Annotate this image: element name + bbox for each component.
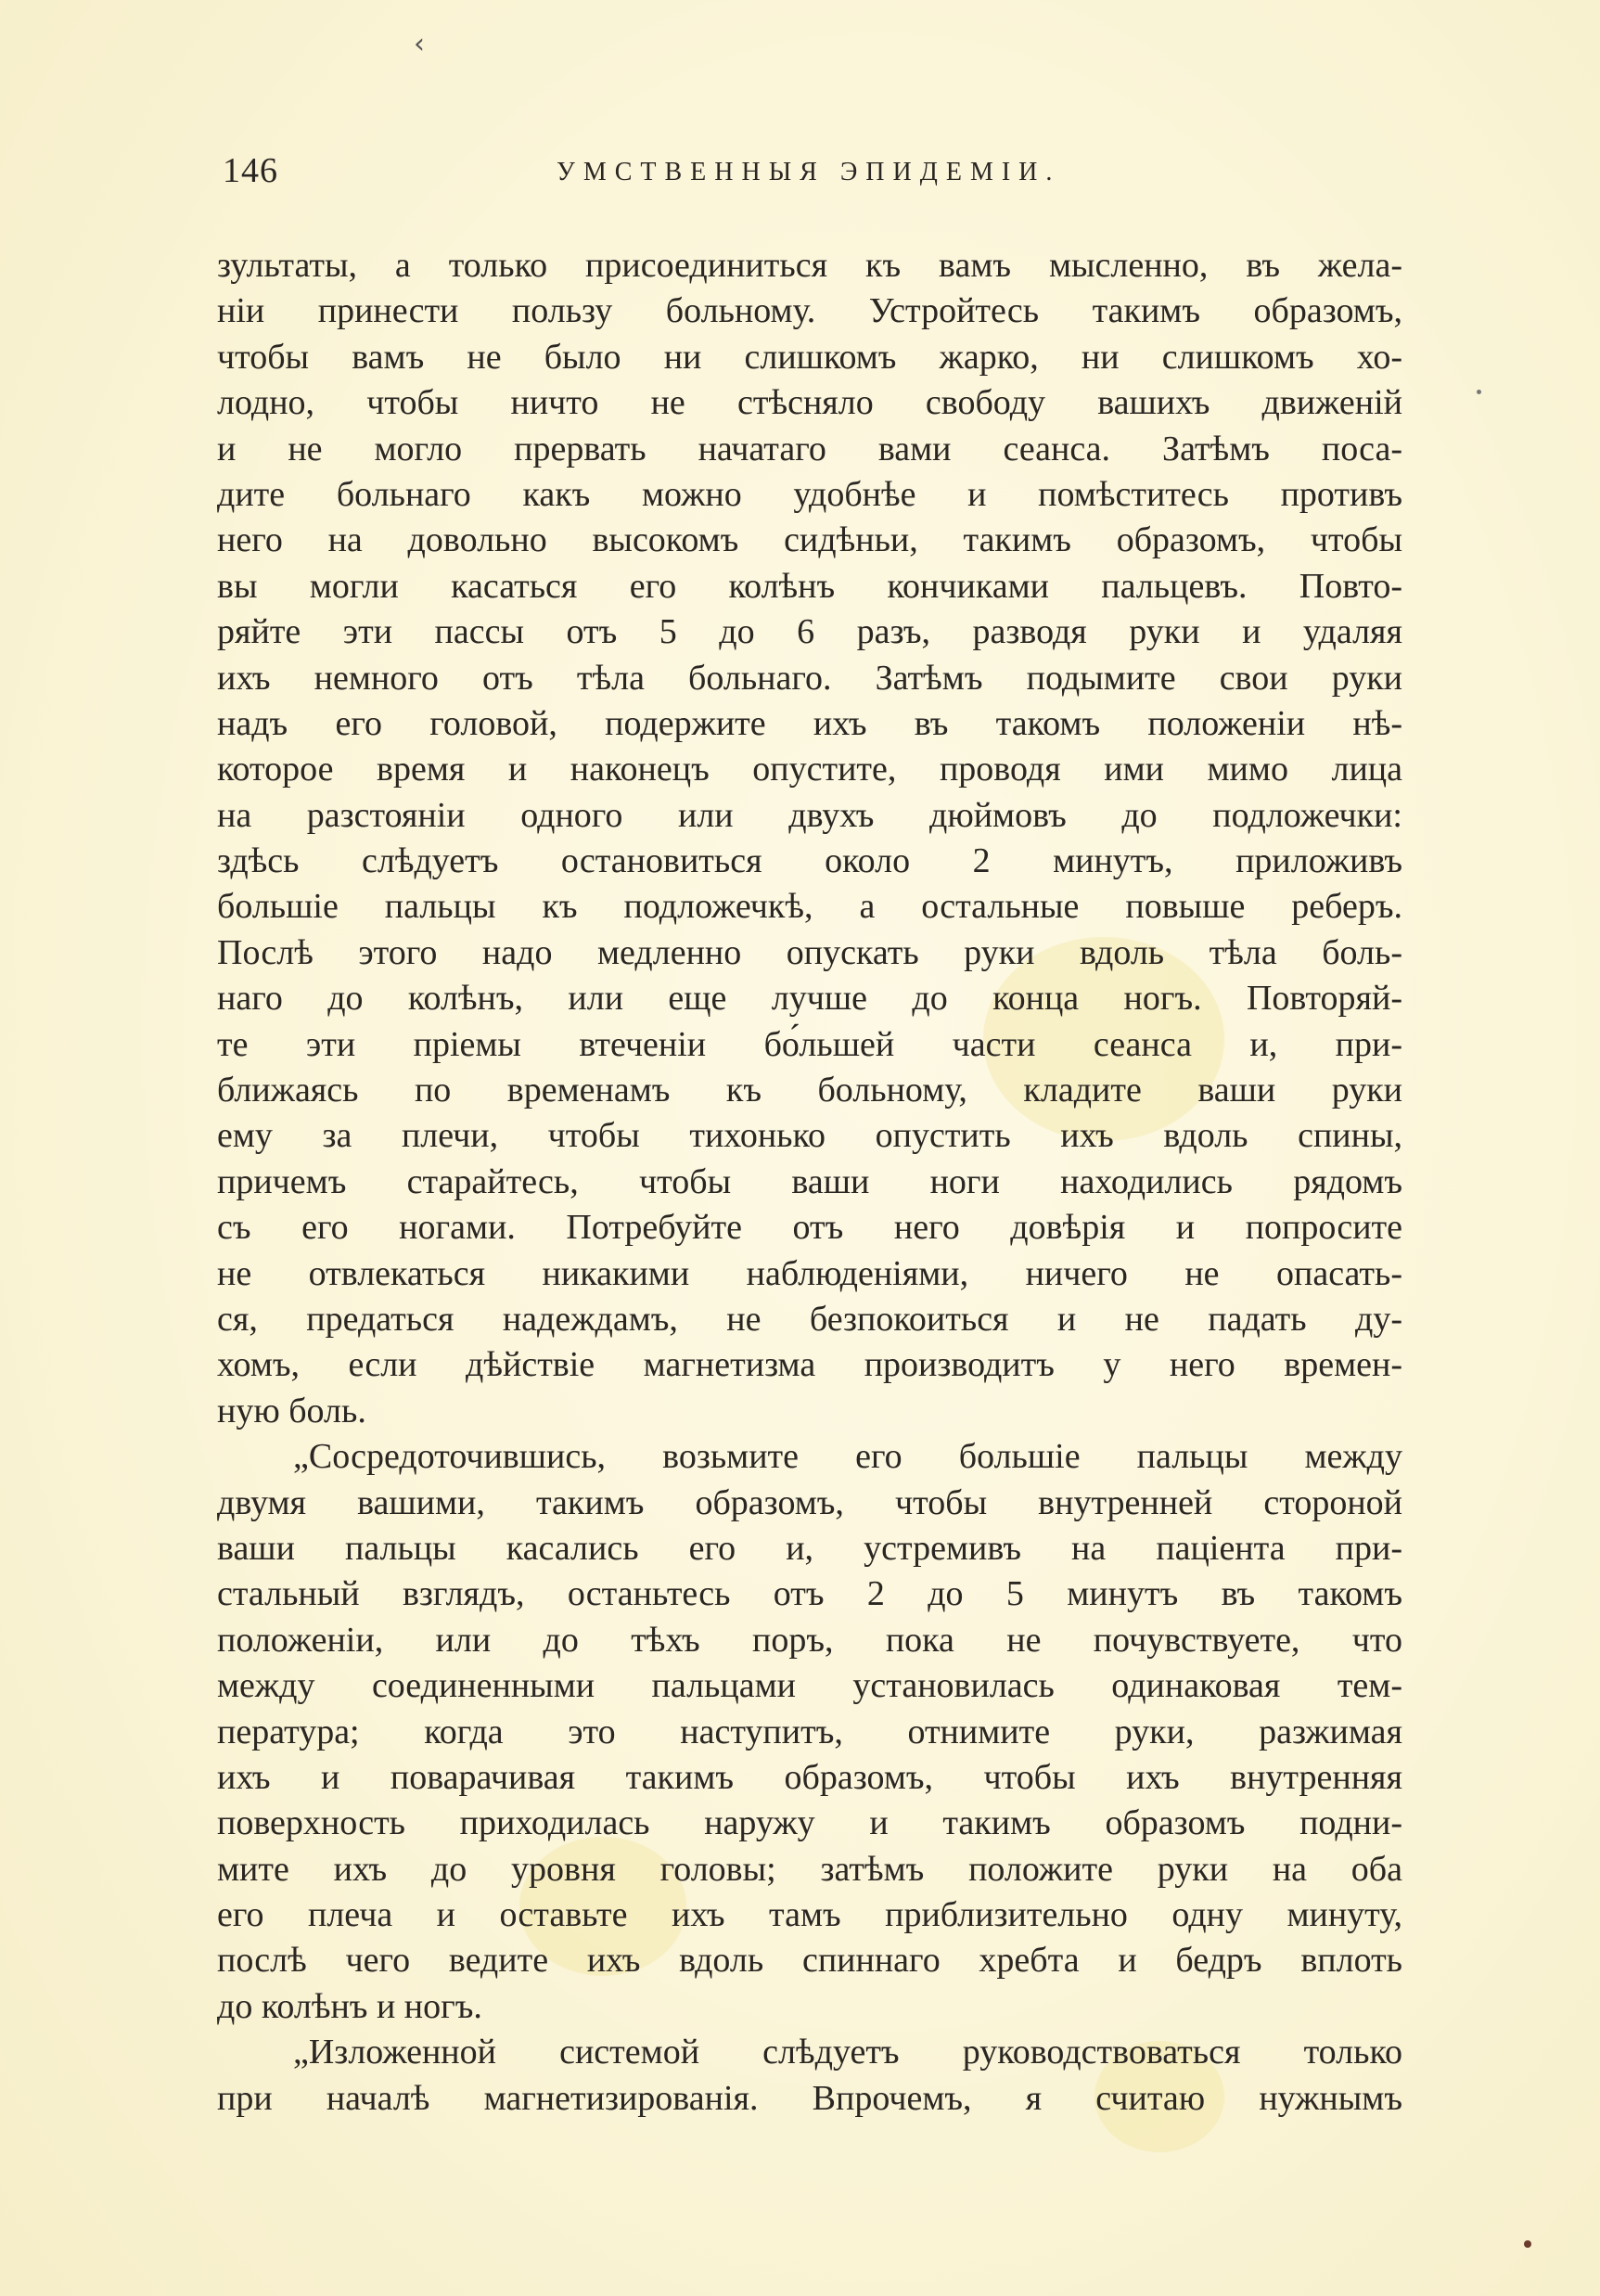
running-title: УМСТВЕННЫЯ ЭПИДЕМІИ.: [557, 158, 1061, 186]
text-line: лодно, чтобы ничто не стѣсняло свободу вашихъ движеній: [217, 383, 1402, 423]
text-line: двумя вашими, такимъ образомъ, чтобы внутренней стороной: [217, 1482, 1402, 1522]
text-line: до колѣнъ и ногъ.: [217, 1986, 482, 2026]
text-line: ряйте эти пассы отъ 5 до 6 разъ, разводя руки и удаляя: [217, 612, 1402, 652]
speck-icon: [1477, 390, 1481, 394]
body-text: [217, 243, 1402, 2122]
text-line: ся, предаться надеждамъ, не безпокоиться и не падать ду-: [217, 1299, 1402, 1339]
text-line: между соединенными пальцами установилась одинаковая тем-: [217, 1666, 1402, 1706]
text-line: здѣсь слѣдуетъ остановиться около 2 минутъ, приложивъ: [217, 841, 1402, 881]
text-line: наго до колѣнъ, или еще лучше до конца ногъ. Повторяй-: [217, 979, 1402, 1019]
text-line: ніи принести пользу больному. Устройтесь такимъ образомъ,: [217, 291, 1402, 331]
text-line: ихъ немного отъ тѣла больнаго. Затѣмъ подымите свои руки: [217, 658, 1402, 698]
text-line: зультаты, а только присоединиться къ вамъ мысленно, въ жела-: [217, 246, 1402, 285]
text-line: которое время и наконецъ опустите, проводя ими мимо лица: [217, 750, 1402, 789]
text-line: его плеча и оставьте ихъ тамъ приблизительно одну минуту,: [217, 1895, 1402, 1935]
text-line: надъ его головой, подержите ихъ въ такомъ положеніи нѣ-: [217, 703, 1402, 743]
text-line: чтобы вамъ не было ни слишкомъ жарко, ни слишкомъ хо-: [217, 337, 1402, 377]
text-line: положеніи, или до тѣхъ поръ, пока не почувствуете, что: [217, 1620, 1402, 1660]
text-line: те эти пріемы втеченіи бо́льшей части сеанса и, при-: [217, 1024, 1402, 1064]
page-number: 146: [223, 151, 278, 190]
text-line: дите больнаго какъ можно удобнѣе и помѣститесь противъ: [217, 474, 1402, 514]
text-line: ваши пальцы касались его и, устремивъ на паціента при-: [217, 1528, 1402, 1568]
text-line: на разстояніи одного или двухъ дюймовъ до подложечки:: [217, 795, 1402, 835]
text-line: него на довольно высокомъ сидѣньи, такимъ образомъ, чтобы: [217, 520, 1402, 560]
text-line: не отвлекаться никакими наблюденіями, ничего не опасать-: [217, 1253, 1402, 1293]
text-line: ихъ и поварачивая такимъ образомъ, чтобы ихъ внутренняя: [217, 1757, 1402, 1797]
text-line: послѣ чего ведите ихъ вдоль спиннаго хребта и бедръ вплоть: [217, 1941, 1402, 1981]
text-line: ближаясь по временамъ къ больному, кладите ваши руки: [217, 1071, 1402, 1110]
text-line: поверхность приходилась наружу и такимъ образомъ подни-: [217, 1803, 1402, 1843]
text-line: причемъ старайтесь, чтобы ваши ноги находились рядомъ: [217, 1161, 1402, 1201]
text-line: хомъ, если дѣйствіе магнетизма производитъ у него времен-: [217, 1345, 1402, 1385]
text-line: вы могли касаться его колѣнъ кончиками пальцевъ. Повто-: [217, 566, 1402, 606]
top-mark: ‹: [414, 28, 425, 60]
speck-icon: [1524, 2240, 1531, 2248]
text-line: ему за плечи, чтобы тихонько опустить ихъ вдоль спины,: [217, 1116, 1402, 1156]
paragraph-start-line: „Сосредоточившись, возьмите его большіе пальцы между: [293, 1437, 1402, 1477]
text-line: Послѣ этого надо медленно опускать руки вдоль тѣла боль-: [217, 932, 1402, 972]
paragraph-start-line: „Изложенной системой слѣдуетъ руководствоваться только: [293, 2033, 1402, 2072]
page-header: [223, 150, 1401, 206]
text-line: съ его ногами. Потребуйте отъ него довѣрія и попросите: [217, 1208, 1402, 1248]
text-line: стальный взглядъ, останьтесь отъ 2 до 5 минутъ въ такомъ: [217, 1574, 1402, 1614]
text-line: большіе пальцы къ подложечкѣ, а остальные повыше реберъ.: [217, 887, 1402, 927]
text-line: ную боль.: [217, 1391, 366, 1430]
text-line: при началѣ магнетизированія. Впрочемъ, я считаю нужнымъ: [217, 2078, 1402, 2118]
text-line: и не могло прервать начатаго вами сеанса. Затѣмъ поса-: [217, 429, 1402, 468]
text-line: пература; когда это наступитъ, отнимите руки, разжимая: [217, 1712, 1402, 1751]
text-line: мите ихъ до уровня головы; затѣмъ положите руки на оба: [217, 1849, 1402, 1889]
